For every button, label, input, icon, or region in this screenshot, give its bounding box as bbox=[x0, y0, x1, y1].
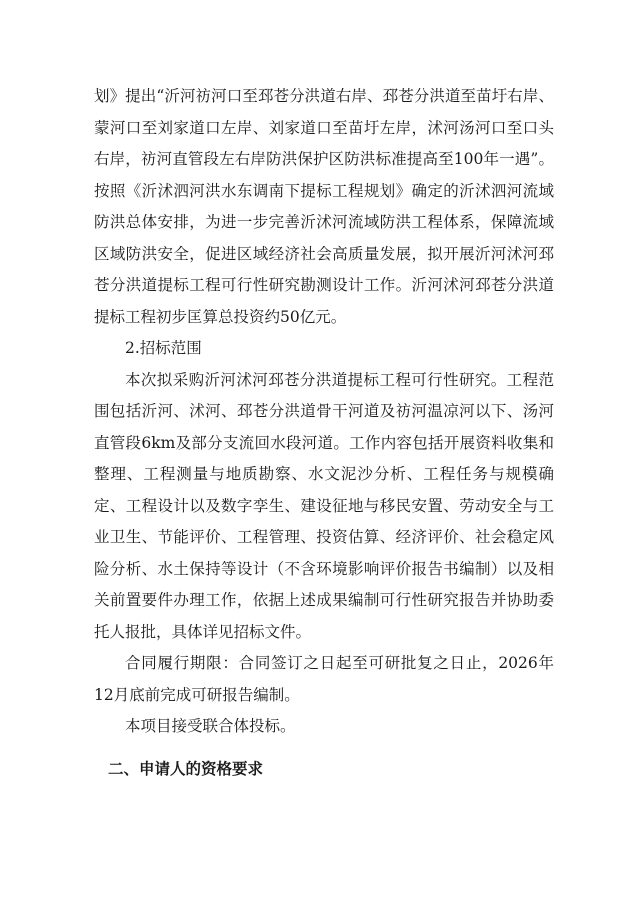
section-heading-qualification: 二、申请人的资格要求 bbox=[108, 759, 264, 778]
paragraph-bidding-scope: 本次拟采购沂河沭河邳苍分洪道提标工程可行性研究。工程范围包括沂河、沭河、邳苍分洪道骨干河道及祊河温凉河以下、汤河直管段6km及部分支流回水段河道。工作内容包括开展资料收集和整理、工程测量与地质勘察、水文泥沙分析、工程任务与规模确定、工程设计以及数字孪生、建设征地与移民安置、劳动安全与工业卫生、节能评价、工程管理、投资估算、经济评价、社会稳定风险分析、水土保持等设计（不含环境影响评价报告书编制）以及相关前置要件办理工作，依据上述成果编制可行性研究报告并协助委托人报批，具体详见招标文件。 bbox=[94, 370, 554, 641]
paragraph-contract-period: 合同履行期限：合同签订之日起至可研批复之日止，2026年12月底前完成可研报告编制。 bbox=[94, 654, 554, 704]
paragraph-consortium: 本项目接受联合体投标。 bbox=[125, 717, 296, 735]
paragraph-project-background: 划》提出“沂河祊河口至邳苍分洪道右岸、邳苍分洪道至苗圩右岸、蒙河口至刘家道口左岸、刘家道口至苗圩左岸，沭河汤河口至口头右岸，祊河直管段左右岸防洪保护区防洪标准提高至100年一遇”。按照《沂沭泗河洪水东调南下提标工程规划》确定的沂沭泗河流域防洪总体安排，为进一步完善沂沭河流域防洪工程体系，保障流域区域防洪安全，促进区域经济社会高质量发展，拟开展沂河沭河邳苍分洪道提标工程可行性研究勘测设计工作。沂河沭河邳苍分洪道提标工程初步匡算总投资约50亿元。 bbox=[94, 87, 554, 326]
document-body bbox=[94, 81, 554, 785]
section-title-bidding-scope: 2.招标范围 bbox=[125, 339, 202, 357]
